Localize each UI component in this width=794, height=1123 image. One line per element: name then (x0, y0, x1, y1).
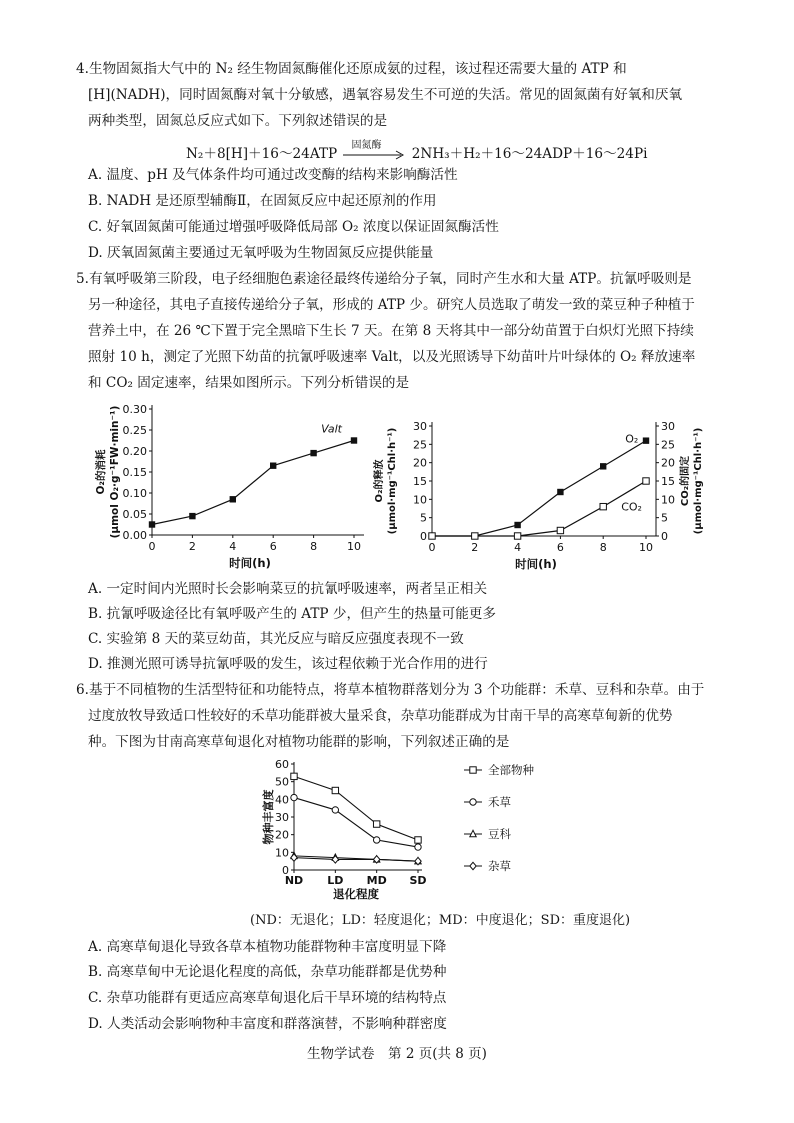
x-tick-label: 2 (188, 540, 196, 553)
data-point-valt (230, 496, 236, 502)
q6-option-c: C. 杂草功能群有更适应高寒草甸退化后干旱环境的结构特点 (88, 990, 447, 1006)
y-tick-label: 0.25 (122, 424, 147, 437)
q5-line-4: 照射 10 h，测定了光照下幼苗的抗氰呼吸速率 Valt，以及光照诱导下幼苗叶片叶绿体的 O₂ 释放速率 (88, 349, 696, 365)
legend-marker-3 (470, 862, 476, 869)
o2-co2-chart (368, 412, 718, 572)
y-tick-label-right: 0 (661, 530, 668, 543)
q4-line-2: [H](NADH)，同时固氮酶对氧十分敏感，遇氧容易发生不可逆的失活。常见的固氮菌有好氧和厌氧 (88, 87, 683, 103)
q4-option-b: B. NADH 是还原型辅酶Ⅱ，在固氮反应中起还原剂的作用 (88, 193, 437, 209)
q5-option-b: B. 抗氰呼吸途径比有氧呼吸产生的 ATP 少，但产生的热量可能更多 (88, 606, 496, 622)
y-tick-label: 0 (282, 864, 289, 877)
y-tick-label: 60 (275, 758, 289, 771)
data-point-0 (291, 773, 297, 779)
q5-line-1: 5.有氧呼吸第三阶段，电子经细胞色素途径最终传递给分子氧，同时产生水和大量 ATP。抗氰呼吸则是 (76, 271, 692, 287)
y-tick-label: 0.10 (122, 487, 147, 500)
legend-label-1: 禾草 (488, 795, 511, 809)
y-tick-label: 20 (275, 828, 289, 842)
y-tick-label-right: 30 (661, 420, 675, 433)
legend-label-3: 杂草 (488, 859, 511, 873)
series-line-valt (152, 441, 354, 525)
y-tick-label-left: 10 (413, 493, 427, 507)
equation-right: 2NH₃＋H₂＋16～24ADP＋16～24Pi (411, 146, 648, 162)
y-axis-label-right: CO₂的固定 (μmol·mg⁻¹Chl·h⁻¹) (680, 427, 704, 535)
valt-chart (92, 395, 382, 575)
q6-option-b: B. 高寒草甸中无论退化程度的高低，杂草功能群都是优势种 (88, 964, 447, 980)
data-point-o2 (643, 437, 649, 443)
series-label-co2: CO₂ (621, 500, 642, 514)
reaction-equation (186, 139, 648, 162)
y-tick-label-right: 5 (661, 511, 668, 525)
data-point-co2 (472, 533, 478, 539)
x-tick-label: LD (327, 874, 344, 887)
data-point-valt (149, 521, 155, 527)
y-tick-label-left: 5 (420, 511, 427, 525)
arrow-label: 固氮酶 (351, 139, 382, 151)
q4-line-1: 4.生物固氮指大气中的 N₂ 经生物固氮酶催化还原成氨的过程，该过程还需要大量的 ATP 和 (76, 61, 627, 77)
data-point-1 (373, 837, 379, 843)
q6-option-d: D. 人类活动会影响物种丰富度和群落演替，不影响种群密度 (88, 1016, 447, 1032)
y-tick-label-left: 20 (413, 456, 427, 470)
q6-option-a: A. 高寒草甸退化导致各草本植物功能群物种丰富度明显下降 (88, 939, 447, 955)
x-tick-label: 2 (471, 541, 479, 554)
x-tick-label: 0 (148, 540, 156, 553)
x-tick-label: 10 (639, 541, 653, 554)
data-point-o2 (514, 522, 520, 528)
data-point-co2 (429, 533, 435, 539)
q5-line-2: 另一种途径，其电子直接传递给分子氧，形成的 ATP 少。研究人员选取了萌发一致的菜豆种子种植于 (88, 297, 695, 313)
q6-line-1: 6.基于不同植物的生活型特征和功能特点，将草本植物群落划分为 3 个功能群：禾草、豆科和杂草。由于 (76, 682, 705, 698)
data-point-valt (270, 463, 276, 469)
data-point-3 (291, 854, 297, 861)
data-point-1 (332, 807, 338, 813)
y-tick-label: 0.30 (122, 403, 147, 416)
x-tick-label: 0 (428, 541, 436, 554)
y-tick-label-right: 15 (661, 475, 675, 488)
richness-chart (250, 752, 570, 902)
arrow-icon (341, 148, 407, 162)
data-point-1 (415, 844, 421, 850)
legend-label-2: 豆科 (488, 827, 511, 841)
equation-left: N₂＋8[H]＋16～24ATP (186, 146, 338, 162)
legend-label-0: 全部物种 (488, 763, 534, 777)
data-point-co2 (643, 478, 649, 484)
x-tick-label: ND (284, 874, 304, 887)
y-tick-label-right: 20 (661, 456, 675, 470)
data-point-0 (373, 821, 379, 827)
series-label-o2: O₂ (625, 432, 639, 446)
x-tick-label: 10 (347, 540, 361, 553)
q5-option-a: A. 一定时间内光照时长会影响菜豆的抗氰呼吸速率，两者呈正相关 (88, 581, 488, 597)
x-tick-label: 6 (269, 540, 277, 553)
y-tick-label-left: 0 (420, 530, 427, 543)
q5-option-d: D. 推测光照可诱导抗氰呼吸的发生，该过程依赖于光合作用的进行 (88, 656, 488, 672)
y-tick-label: 0.15 (122, 466, 147, 479)
legend-marker-0 (470, 767, 476, 773)
q6-line-3: 种。下图为甘南高寒草甸退化对植物功能群的影响，下列叙述正确的是 (88, 734, 510, 750)
q5-line-3: 营养土中，在 26 ℃下置于完全黑暗下生长 7 天。在第 8 天将其中一部分幼苗置于白炽灯光照下持续 (88, 323, 694, 339)
x-tick-label: 4 (514, 541, 522, 554)
reaction-arrow (341, 139, 407, 162)
series-line-1 (294, 798, 418, 847)
q5-line-5: 和 CO₂ 固定速率，结果如图所示。下列分析错误的是 (88, 375, 410, 391)
data-point-1 (291, 794, 297, 800)
q4-line-3: 两种类型，固氮总反应式如下。下列叙述错误的是 (88, 113, 388, 129)
y-tick-label: 30 (275, 811, 289, 824)
page-footer: 生物学试卷 第 2 页(共 8 页) (307, 1046, 487, 1062)
x-tick-label: SD (409, 874, 427, 887)
data-point-valt (189, 513, 195, 519)
x-tick-label: MD (366, 874, 387, 887)
y-axis-label-left: O₂的释放 (μmol·mg⁻¹Chl·h⁻¹) (374, 427, 398, 535)
q4-option-a: A. 温度、pH 及气体条件均可通过改变酶的结构来影响酶活性 (88, 167, 458, 183)
y-tick-label: 0.00 (122, 529, 147, 542)
q4-option-c: C. 好氧固氮菌可能通过增强呼吸降低局部 O₂ 浓度以保证固氮酶活性 (88, 219, 499, 235)
data-point-o2 (600, 463, 606, 469)
y-tick-label: 0.05 (122, 508, 147, 521)
legend-marker-1 (470, 799, 476, 805)
x-tick-label: 8 (599, 541, 607, 554)
y-tick-label: 0.20 (122, 445, 147, 458)
y-tick-label: 50 (275, 775, 289, 789)
q5-option-c: C. 实验第 8 天的菜豆幼苗，其光反应与暗反应强度表现不一致 (88, 631, 464, 647)
y-axis-label: O₂的消耗 (μmol O₂·g⁻¹FW·min⁻¹) (95, 405, 121, 539)
q6-caption: (ND：无退化；LD：轻度退化；MD：中度退化；SD：重度退化) (250, 913, 631, 928)
data-point-co2 (514, 533, 520, 539)
series-line-0 (294, 776, 418, 840)
y-tick-label: 10 (275, 846, 289, 860)
data-point-0 (415, 837, 421, 843)
x-tick-label: 4 (229, 540, 237, 553)
y-tick-label-right: 10 (661, 493, 675, 507)
x-tick-label: 8 (310, 540, 318, 553)
x-axis-label: 退化程度 (333, 887, 379, 901)
series-label-valt: Valt (321, 422, 342, 436)
series-line-o2 (432, 441, 646, 536)
data-point-co2 (557, 527, 563, 533)
y-tick-label-right: 25 (661, 438, 675, 452)
x-axis-label: 时间(h) (515, 557, 557, 571)
x-axis-label: 时间(h) (229, 556, 271, 570)
y-tick-label-left: 30 (413, 420, 427, 433)
data-point-o2 (557, 489, 563, 495)
data-point-0 (332, 787, 338, 793)
data-point-co2 (600, 503, 606, 509)
data-point-3 (332, 856, 338, 863)
y-tick-label-left: 15 (413, 475, 427, 488)
y-axis-label: 物种丰富度 (262, 789, 275, 845)
y-tick-label-left: 25 (413, 438, 427, 452)
data-point-valt (351, 437, 357, 443)
y-tick-label: 40 (275, 793, 289, 807)
data-point-valt (310, 450, 316, 456)
q4-option-d: D. 厌氧固氮菌主要通过无氧呼吸为生物固氮反应提供能量 (88, 245, 434, 261)
q6-line-2: 过度放牧导致适口性较好的禾草功能群被大量采食，杂草功能群成为甘南干旱的高寒草甸新的优势 (88, 708, 673, 724)
x-tick-label: 6 (556, 541, 564, 554)
